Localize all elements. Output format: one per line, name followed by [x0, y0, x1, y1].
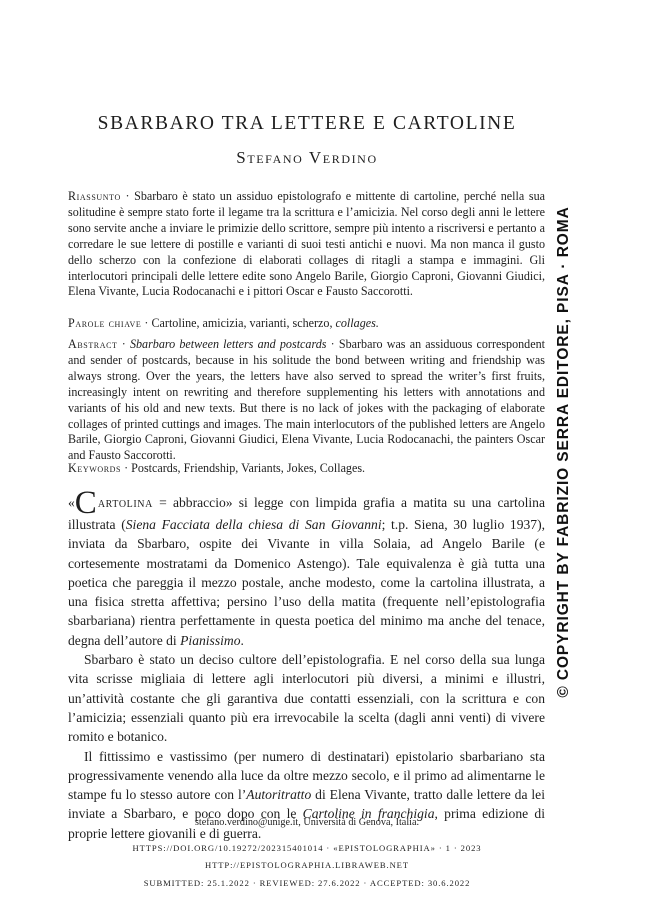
keywords-text: Postcards, Friendship, Variants, Jokes, Collages.: [131, 461, 366, 475]
opening-guillemet: «: [68, 495, 75, 510]
abstract-sep: ·: [117, 337, 130, 351]
body-text: , prima edizione di proprie lettere giovanili e di guerra.: [68, 806, 546, 841]
body-paragraph-2: Sbarbaro è stato un deciso cultore dell’epistolografia. E nel corso della sua lunga vita scrisse migliaia di lettere agli interlocutori più diversi, a minimi e illustri, un’attività costante che gli garantiva due contatti essenziali, con la scrittura e con l’amicizia; essenziali quanto più era irrevocabile la scelta (dagli anni venti) di vivere romito e botanico.: [68, 652, 545, 745]
body-text: .: [240, 632, 244, 648]
abstract-sep2: ·: [326, 337, 339, 351]
author-email: stefano.verdino@unige.it, Università di Genova, Italia.: [194, 817, 420, 828]
parole-chiave-italic: collages.: [335, 316, 379, 330]
article-body: [68, 485, 546, 843]
parole-chiave-block: [68, 316, 545, 332]
riassunto-label: Riassunto: [68, 189, 121, 203]
keywords-label: Keywords: [68, 461, 122, 475]
submission-dates: SUBMITTED: 25.1.2022 · REVIEWED: 27.6.2022 · ACCEPTED: 30.6.2022: [143, 878, 471, 888]
journal-url: HTTP://EPISTOLOGRAPHIA.LIBRAWEB.NET: [205, 860, 409, 870]
italic-title: Siena Facciata della chiesa di San Giovanni: [125, 517, 382, 532]
keywords-block: [68, 461, 545, 477]
riassunto-text: Sbarbaro è stato un assiduo epistolografo e mittente di cartoline, perché nella sua solitudine è sempre stato forte il legame tra la scrittura e l’amicizia. Nel corso degli anni le lettere sono servite anche a inviare le primizie dello scrittore, sempre più intento a riscriversi e pertanto a corredare le sue lettere di postille e varianti di suoi testi antichi e nuovi. Ma non manca il gusto dello scherzo con la confezione di elaborati collages di ritagli a stampa e immagini. Gli interlocutori principali delle lettere edite sono Angelo Barile, Giorgio Caproni, Giovanni Giudici, Elena Vivante, Lucia Rodocanachi e i pittori Oscar e Fausto Saccorotti.: [68, 189, 545, 299]
article-title: SBARBARO TRA LETTERE E CARTOLINE: [97, 113, 517, 134]
body-text: ; t.p. Siena, 30 luglio 1937), inviata da Sbarbaro, ospite dei Vivante in villa Solaia, ad Angelo Barile (e cortesemente mostratami da Domenico Astengo). Tale equivalenza è già tutta una poetica che pareggia il mezzo postale, anche modesto, come la cartolina illustrata, a una fisica stretta affettiva; persino l’uso della matita (frequente nell’epistolografia sbarbariana) rientra perfettamente in questa poetica del minimo ma anche del tenace, degna dell’autore di: [68, 517, 546, 648]
parole-chiave-text: Cartoline, amicizia, varianti, scherzo,: [151, 316, 336, 330]
lead-word: artolina: [97, 495, 153, 510]
body-paragraph-1: [68, 485, 546, 650]
italic-title: Cartoline in franchigia: [302, 806, 435, 822]
abstract-text: Sbarbaro was an assiduous correspondent and sender of postcards, because in his solitude the bond between writing and friendship was always strong. Over the years, the letters have also served to spread the writer’s first fruits, increasingly intent on rewriting and therefore supplementing his letters with annotations and variants of his old and new texts. But there is no lack of jokes with the packaging of elaborate collages of printed cuttings and images. The main interlocutors of the published letters are Angelo Barile, Giorgio Caproni, Giovanni Giudici, Elena Vivante, Lucia Rodocanachi, the painters Oscar and Fausto Saccorotti.: [68, 337, 546, 463]
riassunto-sep: ·: [120, 189, 135, 203]
body-text: di Elena Vivante, tratto dalle lettere da lei inviate a Sbarbaro, e poco dopo con le: [68, 787, 545, 822]
body-text: Il fittissimo e vastissimo (per numero di destinatari) epistolario sbarbariano sta progressivamente venendo alla luce da oltre mezzo secolo, e il primo ad alimentarne le stampe fu lo stesso autore con l’: [68, 748, 545, 803]
italic-title: Autoritratto: [246, 787, 312, 803]
doi-line: HTTPS://DOI.ORG/10.19272/202315401014 · «EPISTOLOGRAPHIA» · 1 · 2023: [132, 843, 482, 853]
drop-cap: C: [74, 485, 97, 521]
riassunto-block: [68, 189, 545, 300]
abstract-block: [68, 337, 545, 464]
body-paragraph-3: [68, 747, 545, 843]
abstract-title: Sbarbaro between letters and postcards: [129, 337, 327, 351]
copyright-text: © COPYRIGHT BY FABRIZIO SERRA EDITORE, PISA · ROMA: [555, 206, 572, 698]
parole-chiave-label: Parole chiave: [68, 316, 142, 330]
body-text: = abbraccio» si legge con limpida grafia a matita su una cartolina illustrata (: [68, 495, 545, 532]
keywords-sep: ·: [121, 461, 132, 475]
parole-chiave-sep: ·: [141, 316, 152, 330]
italic-title: Pianissimo: [180, 632, 241, 648]
abstract-label: Abstract: [68, 337, 118, 351]
author-name: Stefano Verdino: [236, 148, 378, 167]
